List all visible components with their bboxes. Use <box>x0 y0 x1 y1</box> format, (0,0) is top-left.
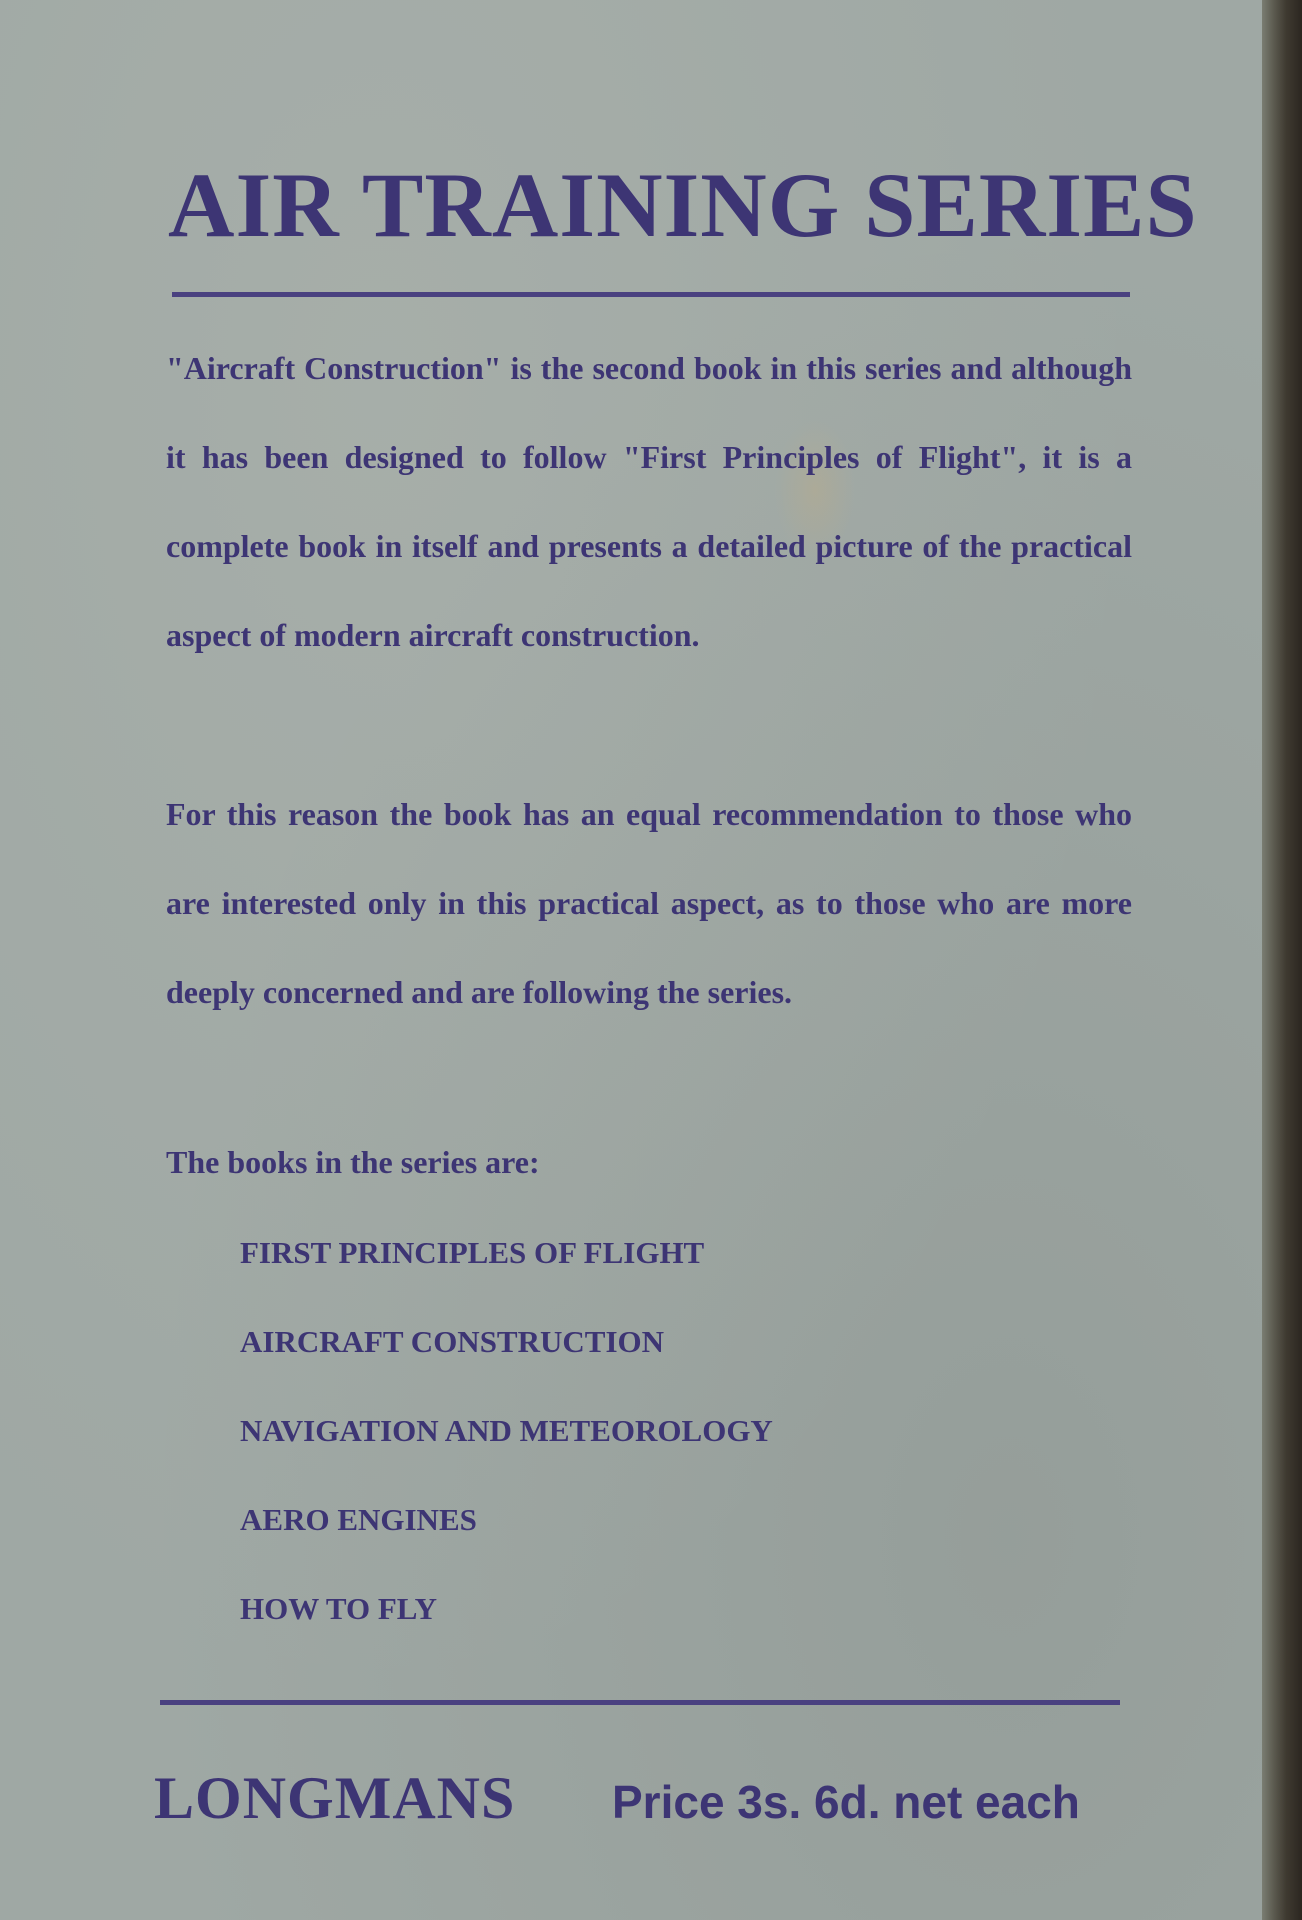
book-list-item: AERO ENGINES <box>240 1502 477 1537</box>
book-list-item: NAVIGATION AND METEOROLOGY <box>240 1413 773 1448</box>
book-list-item: FIRST PRINCIPLES OF FLIGHT <box>240 1235 705 1270</box>
book-spine-edge <box>1262 0 1302 1920</box>
publisher-name: LONGMANS <box>154 1765 516 1831</box>
price-text: Price 3s. 6d. net each <box>612 1776 1080 1828</box>
series-title: AIR TRAINING SERIES <box>168 154 1198 256</box>
description-paragraph-2: For this reason the book has an equal recommendation to those who are interested only in this practical aspect, as to those who are more deeply concerned and are following the series. <box>166 796 1132 1010</box>
description-paragraph-1: "Aircraft Construction" is the second book in this series and although it has been designed to follow "First Principles of Flight", it is a complete book in itself and presents a detailed picture of the practical aspect of modern aircraft construction. <box>166 350 1132 653</box>
book-list-item: HOW TO FLY <box>240 1591 437 1626</box>
bottom-divider <box>160 1700 1120 1705</box>
footer <box>154 1758 1134 1838</box>
book-list <box>240 1208 773 1653</box>
book-list-intro: The books in the series are: <box>166 1144 540 1180</box>
top-divider <box>172 292 1130 297</box>
book-list-item: AIRCRAFT CONSTRUCTION <box>240 1324 665 1359</box>
